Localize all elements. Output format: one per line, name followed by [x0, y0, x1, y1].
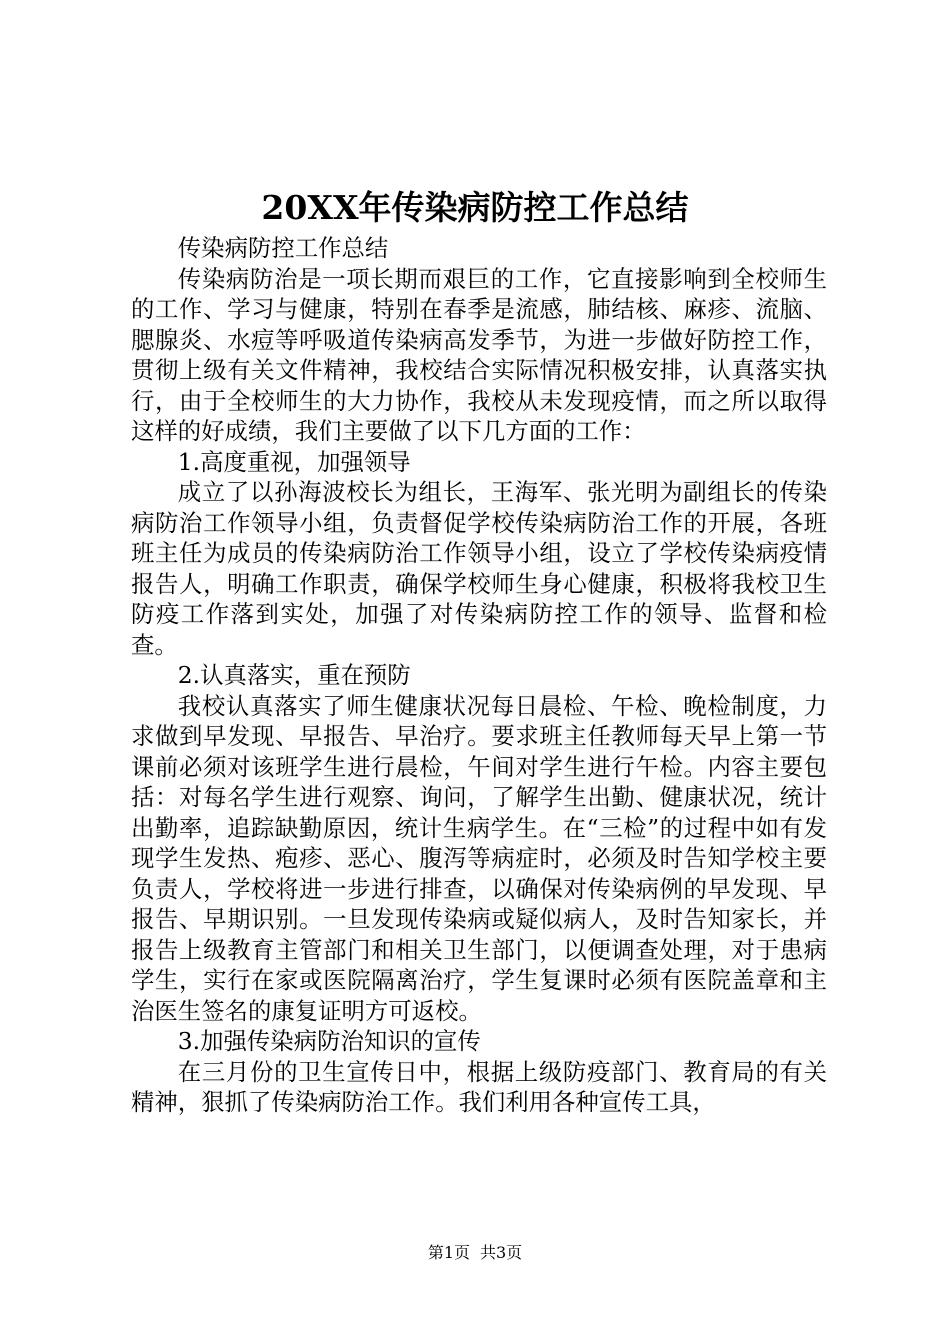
document-title: 20XX年传染病防控工作总结	[261, 188, 689, 227]
page-number: 第1页	[427, 1243, 470, 1262]
page-total: 共3页	[480, 1243, 523, 1262]
page-footer	[0, 1243, 950, 1263]
paragraph-section-3: 在三月份的卫生宣传日中，根据上级防疫部门、教育局的有关精神，狠抓了传染病防治工作。我们利用各种宣传工具，	[131, 1057, 827, 1116]
document-body	[131, 233, 827, 1118]
paragraph-section-1: 成立了以孙海波校长为组长，王海军、张光明为副组长的传染病防治工作领导小组，负责督促学校传染病防治工作的开展，各班班主任为成员的传染病防治工作领导小组，设立了学校传染病疫情报告人，明确工作职责，确保学校师生身心健康，积极将我校卫生防疫工作落到实处，加强了对传染病防控工作的领导、监督和检查。	[131, 478, 827, 659]
section-heading-2: 2.认真落实，重在预防	[177, 661, 411, 689]
section-heading-1: 1.高度重视，加强领导	[177, 447, 411, 476]
paragraph-subtitle: 传染病防控工作总结	[177, 234, 389, 262]
paragraph-section-2: 我校认真落实了师生健康状况每日晨检、午检、晚检制度，力求做到早发现、早报告、早治疗。要求班主任教师每天早上第一节课前必须对该班学生进行晨检，午间对学生进行午检。内容主要包括：对每名学生进行观察、询问，了解学生出勤、健康状况，统计出勤率，追踪缺勤原因，统计生病学生。在“三检”的过程中如有发现学生发热、疱疹、恶心、腹泻等病症时，必须及时告知学校主要负责人，学校将进一步进行排查，以确保对传染病例的早发现、早报告、早期识别。一旦发现传染病或疑似病人，及时告知家长，并报告上级教育主管部门和相关卫生部门，以便调查处理，对于患病学生，实行在家或医院隔离治疗，学生复课时必须有医院盖章和主治医生签名的康复证明方可返校。	[131, 691, 827, 1025]
paragraph-intro: 传染病防治是一项长期而艰巨的工作，它直接影响到全校师生的工作、学习与健康，特别在春季是流感，肺结核、麻疹、流脑、腮腺炎、水痘等呼吸道传染病高发季节，为进一步做好防控工作，贯彻上级有关文件精神，我校结合实际情况积极安排，认真落实执行，由于全校师生的大力协作，我校从未发现疫情，而之所以取得这样的好成绩，我们主要做了以下几方面的工作：	[131, 264, 827, 445]
section-heading-3: 3.加强传染病防治知识的宣传	[177, 1027, 481, 1055]
